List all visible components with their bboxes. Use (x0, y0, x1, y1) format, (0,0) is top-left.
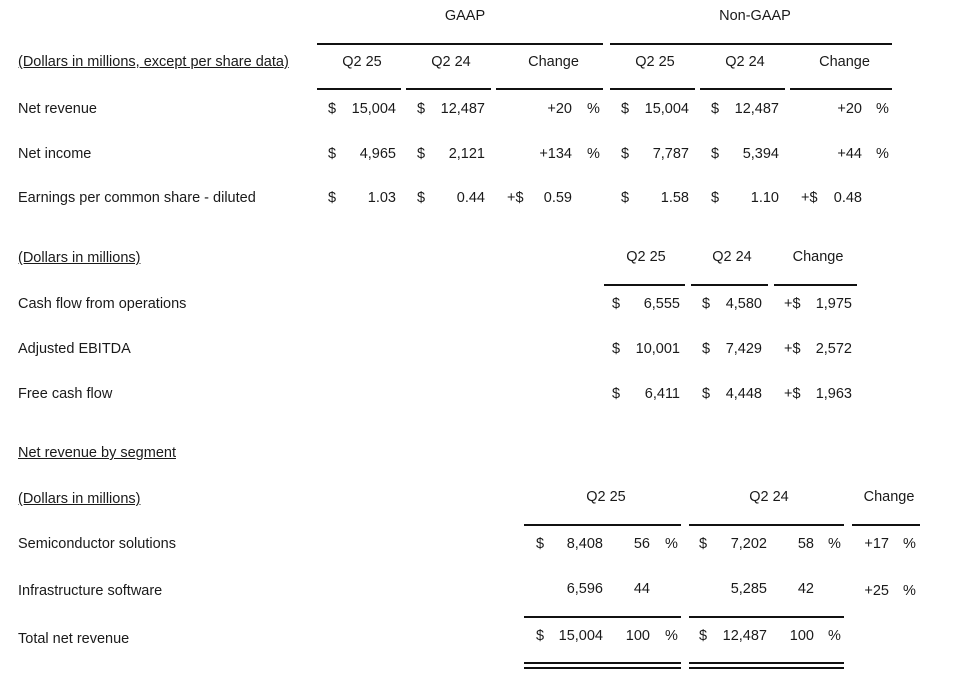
column-rule (604, 284, 685, 286)
column-rule (406, 88, 491, 90)
currency-sign: $ (621, 146, 630, 162)
column-rule (610, 88, 695, 90)
value-gaap-q2-24: 12,487 (440, 101, 485, 117)
column-header: Q2 25 (626, 249, 666, 265)
currency-sign: $ (328, 190, 337, 206)
column-rule (700, 88, 785, 90)
value-gaap-change: +20 (547, 101, 572, 117)
subtotal-rule (689, 616, 844, 618)
change-sign: +$ (507, 190, 524, 206)
value-change: 2,572 (815, 341, 852, 357)
column-rule (689, 524, 844, 526)
value-nongaap-q2-24: 12,487 (734, 101, 779, 117)
currency-sign: $ (702, 386, 711, 402)
currency-sign: $ (536, 536, 545, 552)
row-label: Free cash flow (18, 386, 113, 402)
currency-sign: $ (536, 628, 545, 644)
percent-q2-24: 42 (797, 581, 814, 597)
top-table-header-label: (Dollars in millions, except per share data) (18, 54, 289, 70)
column-rule (691, 284, 768, 286)
currency-sign: $ (417, 101, 426, 117)
column-header: Change (819, 54, 870, 70)
row-label: Semiconductor solutions (18, 536, 176, 552)
percent-q2-24: 58 (797, 536, 814, 552)
group-header-nongaap: Non-GAAP (719, 8, 791, 24)
value-nongaap-change: 0.48 (833, 190, 862, 206)
column-header: Q2 24 (712, 249, 752, 265)
value-q2-25: 6,555 (643, 296, 680, 312)
percent-unit: % (828, 536, 841, 552)
currency-sign: $ (328, 146, 337, 162)
value-nongaap-q2-25: 1.58 (660, 190, 689, 206)
total-double-rule (524, 662, 681, 669)
value-change: +25 (864, 583, 889, 599)
value-nongaap-change: +44 (837, 146, 862, 162)
value-q2-24: 4,448 (725, 386, 762, 402)
currency-sign: $ (417, 190, 426, 206)
group-header-gaap: GAAP (444, 8, 486, 24)
value-q2-24: 7,202 (730, 536, 767, 552)
change-sign: +$ (801, 190, 818, 206)
value-nongaap-q2-25: 7,787 (652, 146, 689, 162)
column-header: Q2 24 (725, 54, 765, 70)
percent-q2-25: 44 (633, 581, 650, 597)
column-header: Change (792, 249, 844, 265)
currency-sign: $ (621, 190, 630, 206)
column-header: Q2 24 (749, 489, 789, 505)
percent-unit: % (665, 628, 678, 644)
change-sign: +$ (784, 386, 801, 402)
row-label: Cash flow from operations (18, 296, 187, 312)
currency-sign: $ (612, 296, 621, 312)
currency-sign: $ (328, 101, 337, 117)
percent-q2-24: 100 (789, 628, 814, 644)
total-double-rule (689, 662, 844, 669)
value-gaap-q2-24: 0.44 (456, 190, 485, 206)
value-q2-25: 8,408 (566, 536, 603, 552)
currency-sign: $ (621, 101, 630, 117)
currency-sign: $ (711, 146, 720, 162)
column-header: Q2 24 (431, 54, 471, 70)
change-unit: % (587, 101, 600, 117)
value-change: +17 (864, 536, 889, 552)
value-q2-25: 10,001 (635, 341, 680, 357)
currency-sign: $ (711, 190, 720, 206)
row-label: Total net revenue (18, 631, 130, 647)
change-unit: % (903, 583, 916, 599)
value-gaap-q2-25: 1.03 (367, 190, 396, 206)
value-gaap-change: 0.59 (543, 190, 572, 206)
column-rule (774, 284, 857, 286)
value-nongaap-change: +20 (837, 101, 862, 117)
row-label: Net revenue (18, 101, 97, 117)
currency-sign: $ (702, 296, 711, 312)
value-q2-25: 6,411 (644, 386, 680, 402)
column-rule (852, 524, 920, 526)
value-change: 1,963 (815, 386, 852, 402)
value-nongaap-q2-24: 5,394 (742, 146, 779, 162)
column-rule (496, 88, 603, 90)
change-sign: +$ (784, 296, 801, 312)
row-label: Infrastructure software (18, 583, 163, 599)
column-header: Change (863, 489, 915, 505)
currency-sign: $ (702, 341, 711, 357)
column-header: Q2 25 (342, 54, 382, 70)
gaap-header-rule (317, 43, 603, 45)
change-unit: % (876, 146, 889, 162)
value-q2-24: 7,429 (725, 341, 762, 357)
subtotal-rule (524, 616, 681, 618)
currency-sign: $ (612, 341, 621, 357)
value-nongaap-q2-24: 1.10 (750, 190, 779, 206)
value-gaap-change: +134 (539, 146, 572, 162)
value-q2-24: 12,487 (722, 628, 767, 644)
segment-table-title: Net revenue by segment (18, 445, 176, 461)
column-rule (790, 88, 892, 90)
change-sign: +$ (784, 341, 801, 357)
change-unit: % (903, 536, 916, 552)
value-gaap-q2-25: 15,004 (351, 101, 396, 117)
value-gaap-q2-24: 2,121 (448, 146, 485, 162)
nongaap-header-rule (610, 43, 892, 45)
currency-sign: $ (699, 536, 708, 552)
value-gaap-q2-25: 4,965 (359, 146, 396, 162)
currency-sign: $ (612, 386, 621, 402)
cash-table-header-label: (Dollars in millions) (18, 250, 141, 266)
change-unit: % (876, 101, 889, 117)
row-label: Net income (18, 146, 92, 162)
segment-table-header-label: (Dollars in millions) (18, 491, 141, 507)
column-header: Q2 25 (586, 489, 626, 505)
percent-unit: % (665, 536, 678, 552)
value-nongaap-q2-25: 15,004 (644, 101, 689, 117)
value-q2-25: 6,596 (566, 581, 603, 597)
column-header: Q2 25 (635, 54, 675, 70)
percent-q2-25: 100 (625, 628, 650, 644)
column-rule (524, 524, 681, 526)
column-header: Change (528, 54, 579, 70)
currency-sign: $ (417, 146, 426, 162)
currency-sign: $ (711, 101, 720, 117)
value-change: 1,975 (815, 296, 852, 312)
row-label: Earnings per common share - diluted (18, 190, 256, 206)
currency-sign: $ (699, 628, 708, 644)
value-q2-24: 4,580 (725, 296, 762, 312)
change-unit: % (587, 146, 600, 162)
row-label: Adjusted EBITDA (18, 341, 131, 357)
value-q2-25: 15,004 (558, 628, 603, 644)
value-q2-24: 5,285 (730, 581, 767, 597)
percent-q2-25: 56 (633, 536, 650, 552)
percent-unit: % (828, 628, 841, 644)
column-rule (317, 88, 401, 90)
